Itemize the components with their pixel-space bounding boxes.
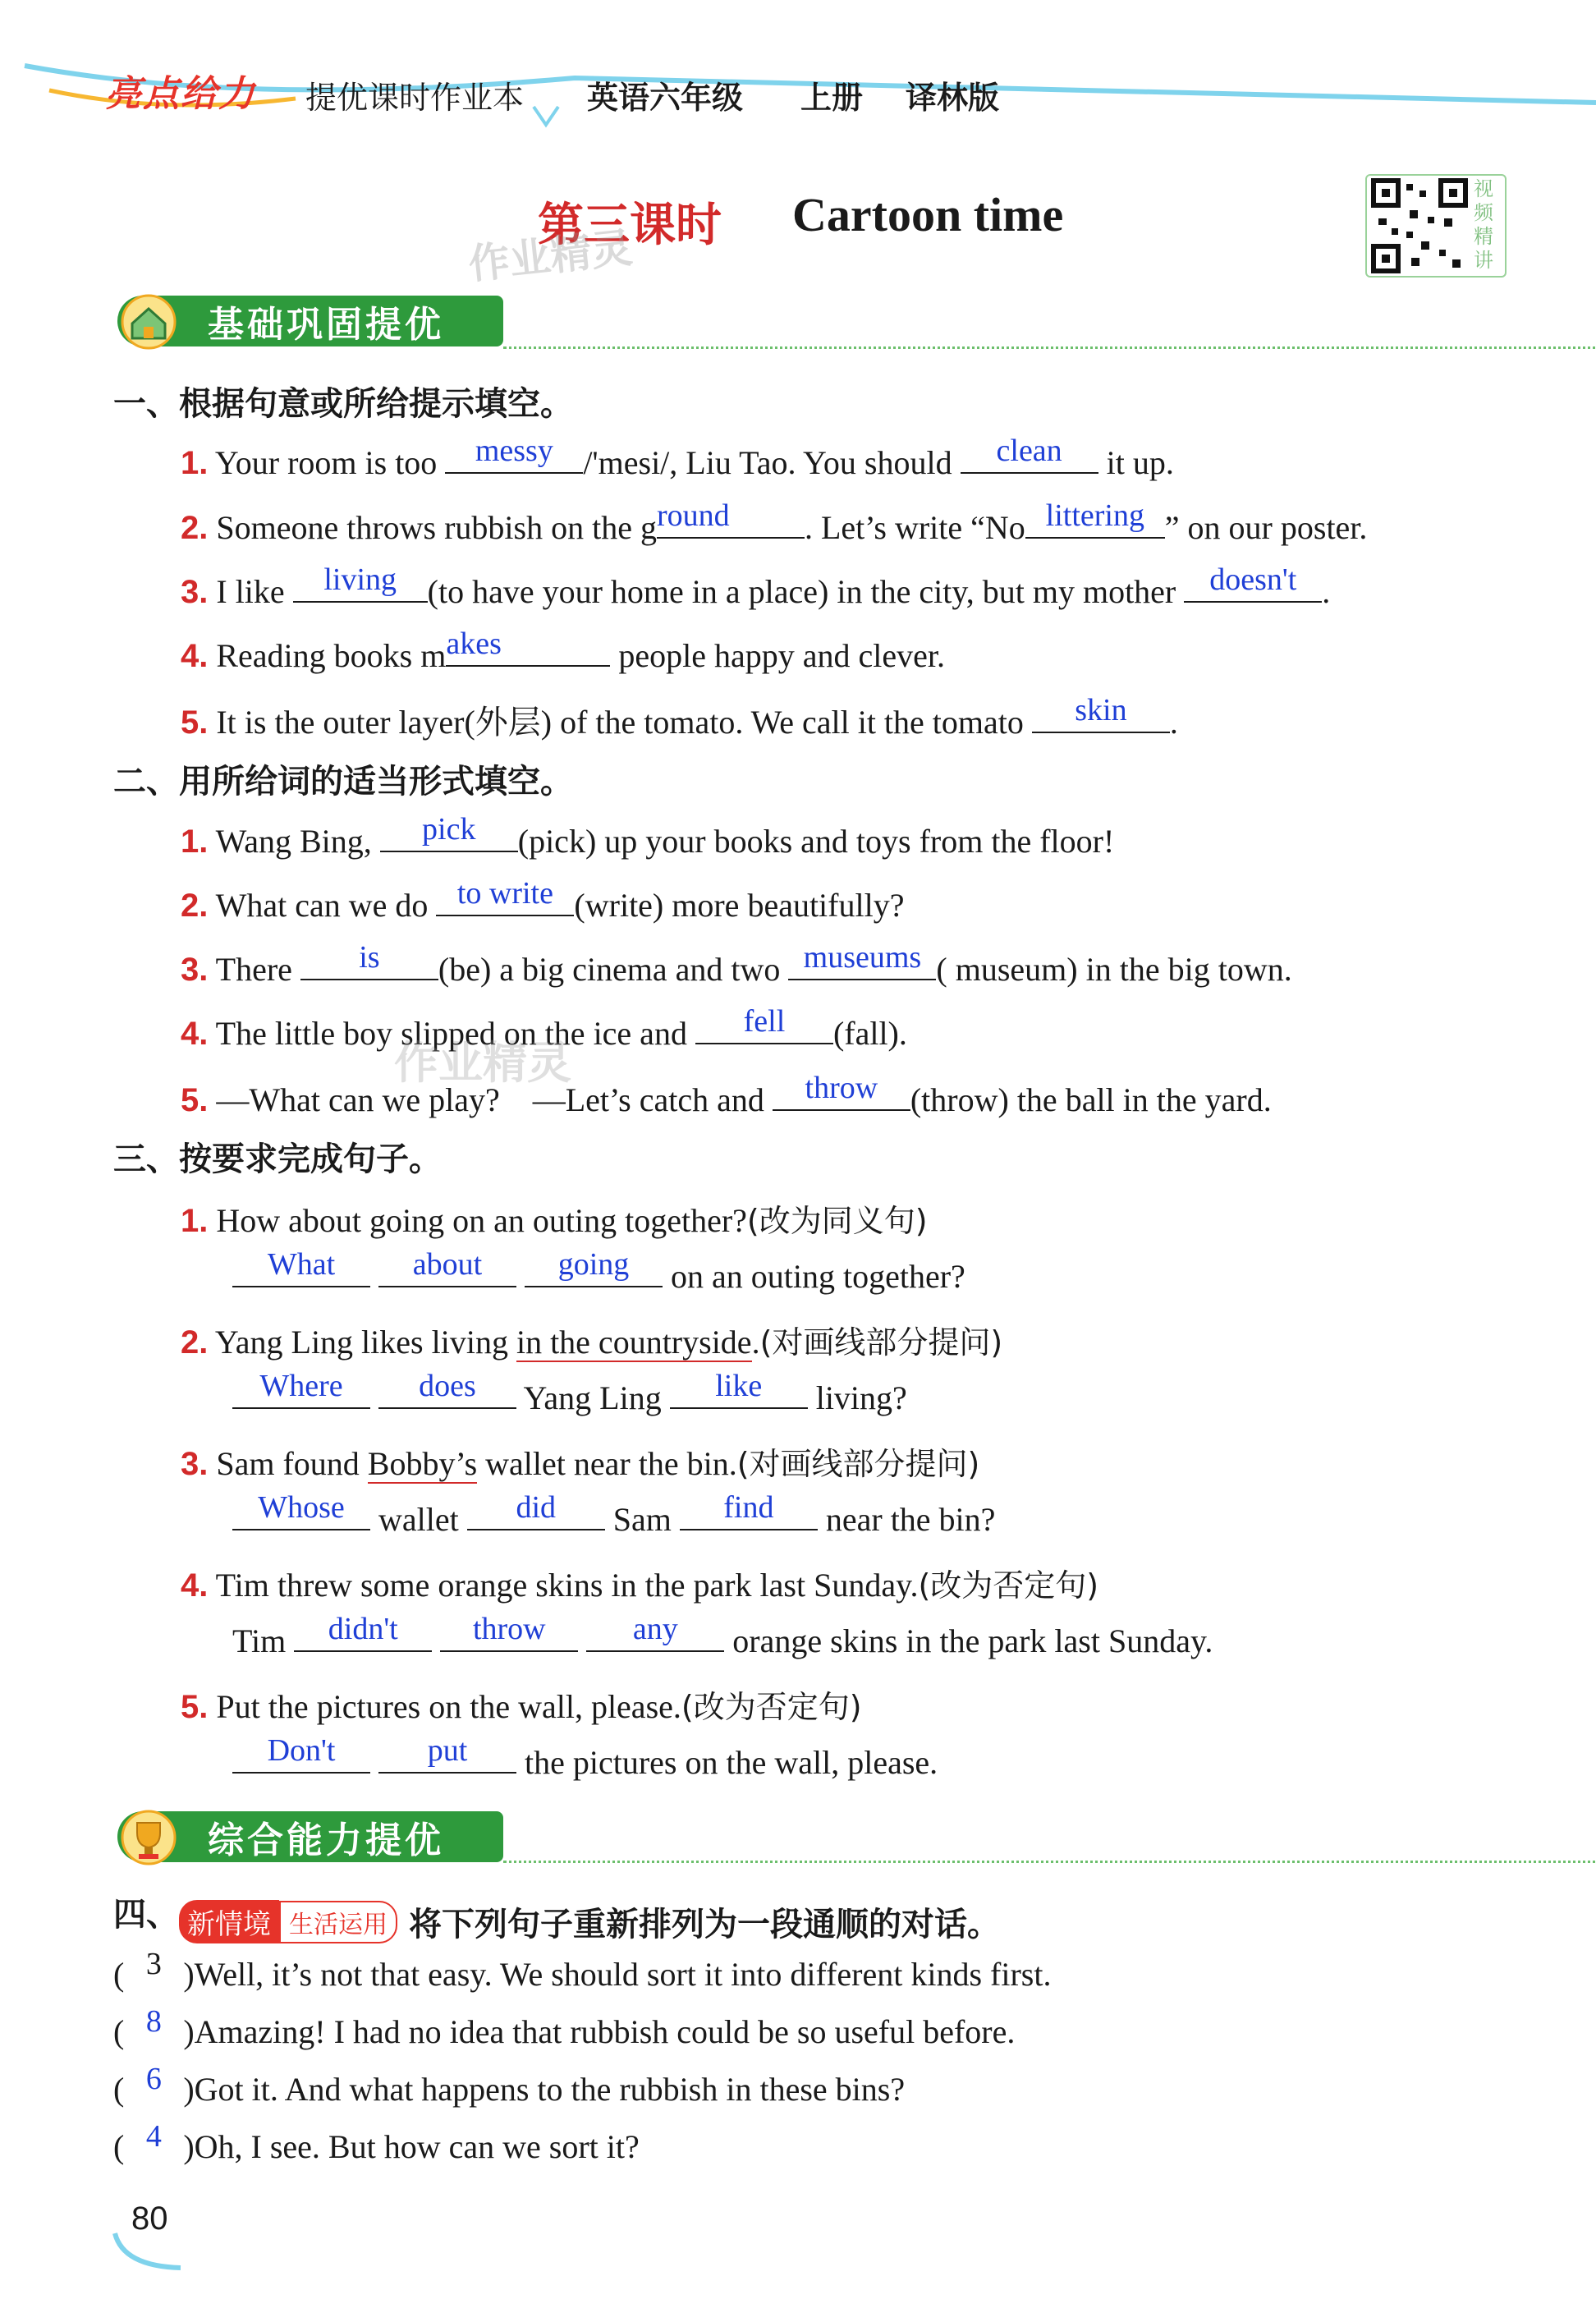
underlined-phrase: in the countryside	[516, 1324, 752, 1361]
banner-divider	[503, 346, 1596, 349]
qr-code[interactable]	[1365, 174, 1507, 278]
banner-label: 基础巩固提优	[117, 296, 503, 346]
p4-item-3: ( 6 )Got it. And what happens to the rubbish in these bins?	[113, 2062, 906, 2108]
p2-item-5: 5. —What can we play? —Let’s catch and throw (throw) the ball in the yard.	[181, 1071, 1272, 1118]
item-number: 4.	[181, 638, 209, 674]
lesson-title: Cartoon time	[792, 188, 1064, 241]
answer-blank[interactable]: Don't	[232, 1739, 370, 1774]
part4-title-row: 四、 新情境 生活运用 将下列句子重新排列为一段通顺的对话。	[113, 1896, 1000, 1943]
p2-item-3: 3. There is (be) a big cinema and two museums ( museum) in the big town.	[181, 940, 1292, 988]
item-number: 2.	[181, 1324, 209, 1361]
answer-blank[interactable]: skin	[1032, 699, 1170, 733]
answer-blank[interactable]: put	[378, 1739, 516, 1774]
answer-blank[interactable]: littering	[1025, 504, 1165, 539]
part3-title: 三、按要求完成句子。	[113, 1140, 442, 1178]
item-number: 1.	[181, 824, 209, 860]
tag-new-context: 新情境	[179, 1900, 279, 1943]
answer-blank[interactable]: does	[378, 1374, 516, 1409]
answer-blank[interactable]: pick	[380, 818, 518, 852]
answer-blank[interactable]: messy	[445, 439, 583, 474]
banner-label: 综合能力提优	[117, 1811, 503, 1862]
header-edition: 译林版	[906, 80, 1000, 116]
p4-item-2: ( 8 )Amazing! I had no idea that rubbish could be so useful before.	[113, 2004, 1016, 2050]
answer-blank[interactable]: find	[680, 1496, 818, 1530]
section-banner-comprehensive	[117, 1810, 1497, 1867]
p4-item-1: ( 3 )Well, it’s not that easy. We should sort it into different kinds first.	[113, 1947, 1052, 1993]
answer-blank[interactable]: round	[657, 504, 805, 539]
house-icon	[117, 292, 183, 350]
answer-blank[interactable]: living	[293, 568, 428, 603]
answer-blank[interactable]: fell	[695, 1010, 833, 1044]
qr-label: 视频精讲	[1474, 177, 1493, 272]
p2-item-4: 4. The little boy slipped on the ice and fell (fall).	[181, 1004, 907, 1052]
p2-item-2: 2. What can we do to write (write) more beautifully?	[181, 876, 905, 924]
item-number: 1.	[181, 1203, 209, 1239]
lesson-label: 第三课时	[538, 199, 722, 252]
order-blank[interactable]: 3	[145, 1947, 162, 1981]
p4-item-4: ( 4 )Oh, I see. But how can we sort it?	[113, 2119, 640, 2165]
part1-title: 一、根据句意或所给提示填空。	[113, 385, 573, 423]
item-number: 3.	[181, 574, 209, 610]
p3-item-3-answer: Whose wallet did Sam find near the bin?	[232, 1496, 995, 1539]
header-volume: 上册	[800, 80, 864, 116]
header-grade: 英语六年级	[587, 80, 744, 116]
p2-item-1: 1. Wang Bing, pick (pick) up your books and toys from the floor!	[181, 812, 1115, 860]
p1-item-5: 5. It is the outer layer(外层) of the tomato. We call it the tomato skin .	[181, 693, 1178, 741]
answer-blank[interactable]: didn't	[294, 1618, 432, 1652]
p3-item-1-question: 1. How about going on an outing together?(改为同义句)	[181, 1202, 928, 1239]
p3-item-5-answer: Don't put the pictures on the wall, please.	[232, 1739, 938, 1782]
item-number: 3.	[181, 1446, 209, 1482]
section-banner-basic	[117, 292, 1497, 350]
p3-item-2-question: 2. Yang Ling likes living in the countryside.(对画线部分提问)	[181, 1324, 1003, 1361]
answer-blank[interactable]: akes	[446, 632, 610, 667]
answer-blank[interactable]: clean	[961, 439, 1098, 474]
item-number: 5.	[181, 1689, 209, 1725]
p3-item-4-question: 4. Tim threw some orange skins in the park last Sunday.(改为否定句)	[181, 1567, 1099, 1604]
p1-item-1: 1. Your room is too messy /'mesi/, Liu Tao. You should clean it up.	[181, 434, 1174, 481]
answer-blank[interactable]: Where	[232, 1374, 370, 1409]
item-number: 3.	[181, 952, 209, 988]
p1-item-4: 4. Reading books m akes people happy and clever.	[181, 626, 945, 674]
item-number: 4.	[181, 1016, 209, 1052]
part2-title: 二、用所给词的适当形式填空。	[113, 763, 573, 801]
qr-pattern-icon	[1370, 177, 1469, 274]
p3-item-2-answer: Where does Yang Ling like living?	[232, 1374, 907, 1417]
p1-item-3: 3. I like living (to have your home in a place) in the city, but my mother doesn't .	[181, 562, 1331, 610]
p3-item-1-answer: What about going on an outing together?	[232, 1253, 965, 1296]
header-bar	[0, 0, 1596, 140]
underlined-phrase: Bobby’s	[367, 1445, 478, 1482]
answer-blank[interactable]: any	[586, 1618, 724, 1652]
order-blank[interactable]: 8	[145, 2004, 162, 2039]
answer-blank[interactable]: doesn't	[1184, 568, 1322, 603]
banner-divider	[503, 1861, 1596, 1863]
header-subtitle: 提优课时作业本	[305, 80, 525, 116]
p3-item-5-question: 5. Put the pictures on the wall, please.(改为否定句)	[181, 1688, 862, 1725]
answer-blank[interactable]: did	[467, 1496, 605, 1530]
item-number: 5.	[181, 704, 209, 741]
order-blank[interactable]: 4	[145, 2119, 162, 2154]
watermark: 作业精灵	[466, 223, 635, 289]
answer-blank[interactable]: going	[525, 1253, 663, 1287]
brand-logo: 亮点给力	[105, 73, 256, 115]
answer-blank[interactable]: throw	[440, 1618, 578, 1652]
page-number: 80	[131, 2200, 168, 2237]
p3-item-4-answer: Tim didn't throw any orange skins in the park last Sunday.	[232, 1612, 1213, 1659]
p1-item-2: 2. Someone throws rubbish on the g round . Let’s write “No littering ” on our poster.	[181, 498, 1368, 546]
watermark-2: 作业精灵	[394, 1037, 571, 1089]
answer-blank[interactable]: is	[300, 946, 438, 980]
answer-blank[interactable]: museums	[788, 946, 936, 980]
item-number: 2.	[181, 510, 209, 546]
answer-blank[interactable]: to write	[436, 882, 574, 916]
answer-blank[interactable]: about	[378, 1253, 516, 1287]
trophy-icon	[117, 1808, 183, 1865]
item-number: 5.	[181, 1082, 209, 1118]
item-number: 2.	[181, 888, 209, 924]
answer-blank[interactable]: What	[232, 1253, 370, 1287]
p3-item-3-question: 3. Sam found Bobby’s wallet near the bin.(对画线部分提问)	[181, 1445, 980, 1482]
item-number: 1.	[181, 445, 209, 481]
order-blank[interactable]: 6	[145, 2062, 162, 2096]
answer-blank[interactable]: Whose	[232, 1496, 370, 1530]
answer-blank[interactable]: like	[670, 1374, 808, 1409]
item-number: 4.	[181, 1567, 209, 1604]
answer-blank[interactable]: throw	[773, 1076, 910, 1111]
tag-life-use: 生活运用	[279, 1901, 397, 1943]
